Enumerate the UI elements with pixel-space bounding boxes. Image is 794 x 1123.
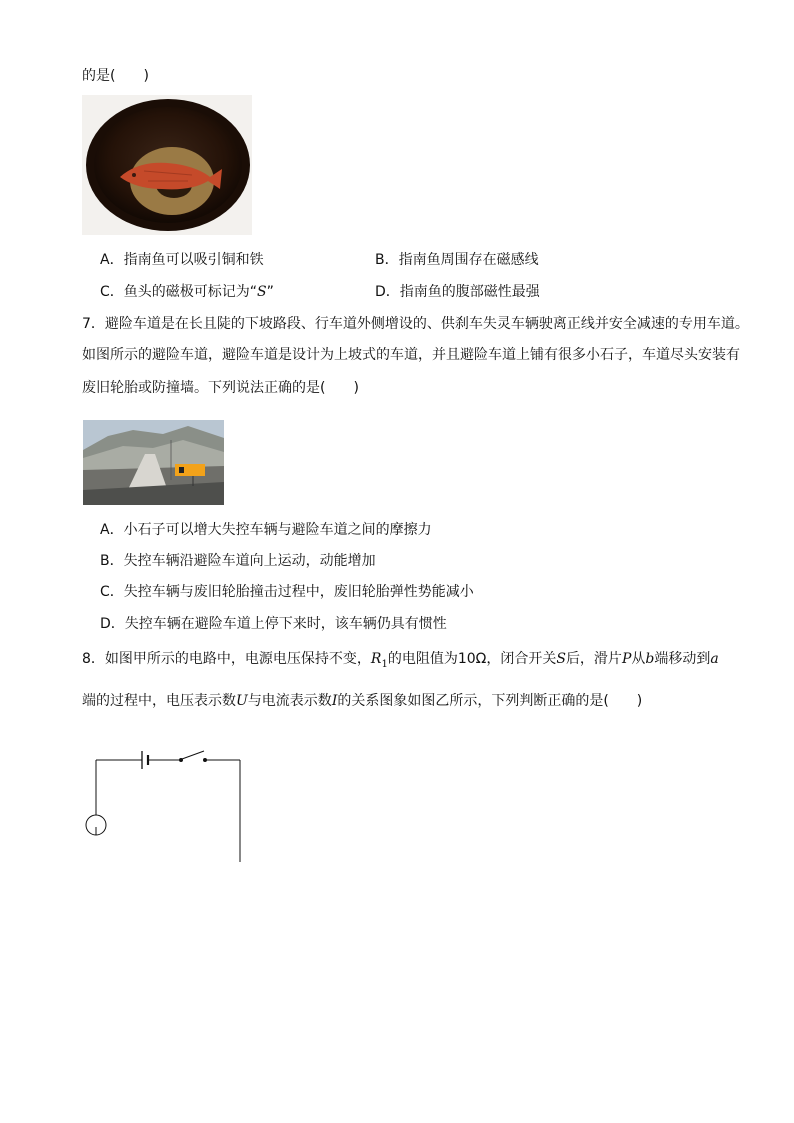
runaway-truck-ramp-photo (83, 420, 224, 505)
q7-option-c: C．失控车辆与废旧轮胎撞击过程中，废旧轮胎弹性势能减小 (100, 584, 474, 600)
q8-stem-line2: 端的过程中，电压表示数U与电流表示数I的关系图象如图乙所示，下列判断正确的是( ) (82, 693, 643, 709)
q7-stem-line1: 7．避险车道是在长且陡的下坡路段、行车道外侧增设的、供刹车失灵车辆驶离正线并安全减速的专用车道。 (82, 316, 749, 332)
q6-option-c: C．鱼头的磁极可标记为“S” (100, 284, 274, 300)
q7-stem-line2: 如图所示的避险车道，避险车道是设计为上坡式的车道，并且避险车道上铺有很多小石子，车道尽头安装有 (82, 347, 740, 363)
q6-option-d: D．指南鱼的腹部磁性最强 (375, 284, 540, 300)
circuit-diagram (80, 745, 255, 905)
compass-fish-photo (82, 95, 252, 235)
q6-option-b: B．指南鱼周围存在磁感线 (375, 252, 539, 268)
q7-stem-line3: 废旧轮胎或防撞墙。下列说法正确的是( ) (82, 380, 359, 396)
q7-option-d: D．失控车辆在避险车道上停下来时，该车辆仍具有惯性 (100, 616, 447, 632)
q7-option-b: B．失控车辆沿避险车道向上运动，动能增加 (100, 553, 376, 569)
q8-stem-line1: 8．如图甲所示的电路中，电源电压保持不变，$R_1$的电阻值为10Ω，闭合开关S后，滑片P从b端移动到a (82, 651, 719, 670)
q7-option-a: A．小石子可以增大失控车辆与避险车道之间的摩擦力 (100, 522, 432, 538)
q6-stem-tail: 的是( ) (82, 68, 149, 84)
q6-option-a: A．指南鱼可以吸引铜和铁 (100, 252, 264, 268)
